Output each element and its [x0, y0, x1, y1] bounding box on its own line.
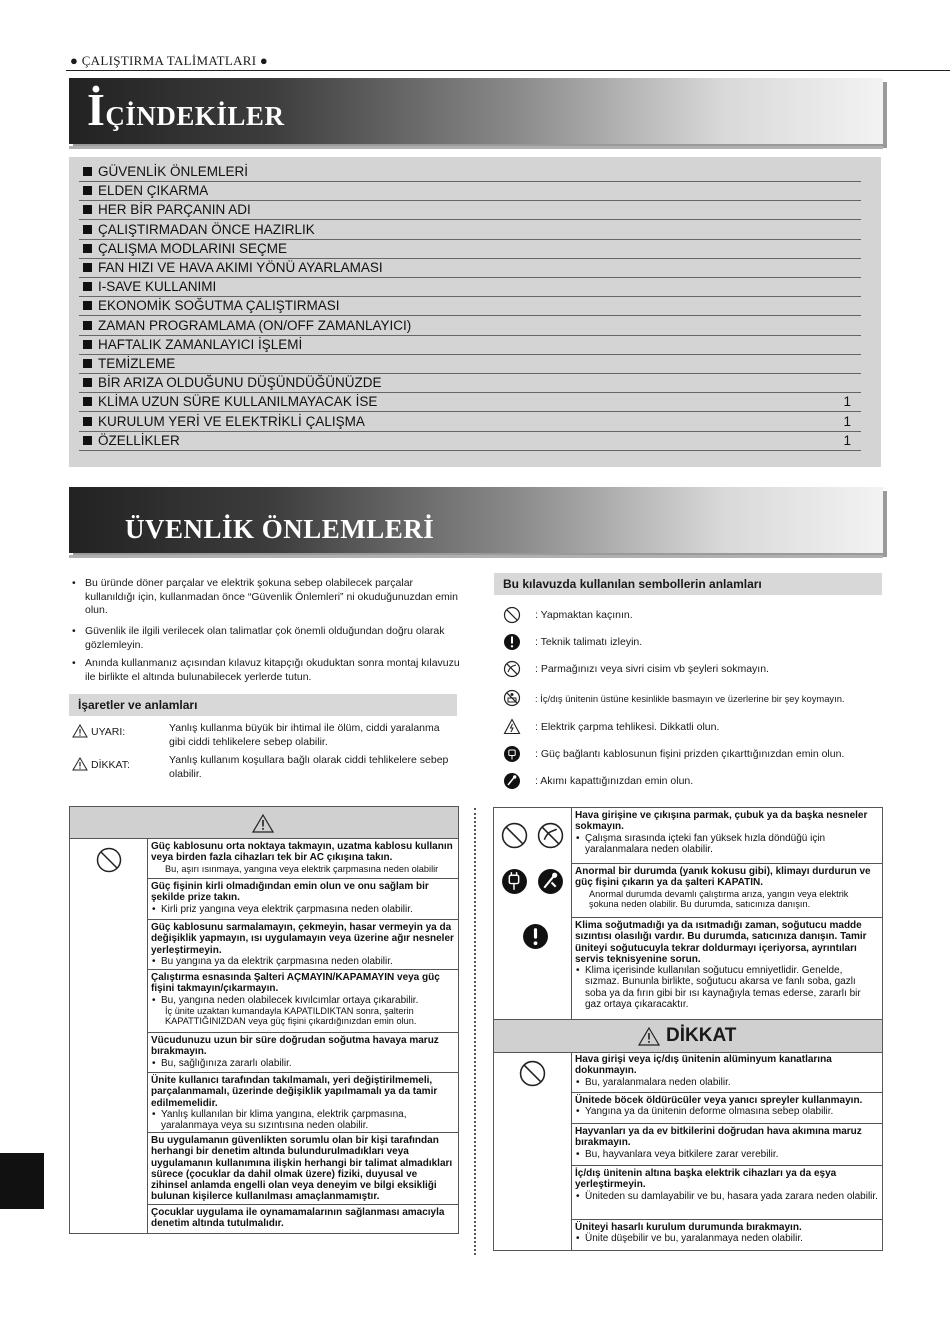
breaker-off-icon [503, 772, 521, 790]
square-bullet-icon [83, 225, 92, 234]
safety-item-note: • Yanlış kullanılan bir klima yangına, elektrik çarpmasına, yaralanmaya veya su sızıntısına neden olabilir. [151, 1109, 454, 1132]
right-safety-table [493, 807, 883, 1251]
toc-item-label: ÇALIŞTIRMADAN ÖNCE HAZIRLIK [98, 221, 315, 237]
safety-item [571, 1052, 882, 1092]
contents-banner [69, 78, 883, 144]
toc-item[interactable] [79, 374, 861, 393]
toc-item-label: BİR ARIZA OLDUĞUNU DÜŞÜNDÜĞÜNÜZDE [98, 375, 382, 391]
toc-item-label: ELDEN ÇIKARMA [98, 183, 209, 199]
square-bullet-icon [83, 186, 92, 195]
toc-item-label: HAFTALIK ZAMANLAYICI İŞLEMİ [98, 336, 303, 352]
toc-item-label: HER BİR PARÇANIN ADI [98, 202, 251, 218]
toc-item[interactable] [79, 259, 861, 278]
toc-item[interactable] [79, 240, 861, 259]
safety-item-title: Güç kablosunu orta noktaya takmayın, uzatma kablosu kullanın veya birden fazla cihazları tek bir AC çıkışına takın. [151, 841, 453, 864]
safety-item-title: Ünitede böcek öldürücüler veya yanıcı spreyler kullanmayın. [575, 1095, 863, 1106]
square-bullet-icon [83, 417, 92, 426]
square-bullet-icon [83, 167, 92, 176]
symbol-meaning: : Parmağınızı veya sivri cisim vb şeyleri sokmayın. [535, 663, 769, 675]
safety-item-title: Hayvanları ya da ev bitkilerini doğrudan hava akımına maruz bırakmayın. [575, 1126, 862, 1149]
prohibited-icon [519, 1060, 546, 1087]
no-fingers-icon [537, 822, 564, 849]
safety-item-title: Vücudunuzu uzun bir süre doğrudan soğutma havaya maruz bırakmayın. [151, 1035, 439, 1058]
symbol-meaning: : Elektrik çarpma tehlikesi. Dikkatli olun. [535, 721, 720, 733]
safety-item-note: • Bu, hayvanlara veya bitkilere zarar verebilir. [575, 1149, 878, 1160]
safety-item-title: Bu uygulamanın güvenlikten sorumlu olan bir kişi tarafından herhangi bir denetim altında bulundurulmadıkları veya uygulamanın kullanımına ilişkin herhangi bir talimat almadıkları sürece (çocuklar da dahil olmak üzere) fiziki, duyusal ve zihinsel anlamda engelli olan veya deneyim ve bilgi eksikliği bulunan kişilerce kullanılması amaçlanmamıştır. [151, 1135, 453, 1203]
square-bullet-icon [83, 205, 92, 214]
safety-item [571, 1219, 882, 1250]
square-bullet-icon [83, 282, 92, 291]
safety-item-note: Anormal durumda devamlı çalıştırma arıza, yangın veya elektrik şokuna neden olabilir. Bu durumda, satıcınıza danışın. [589, 888, 849, 910]
toc-item-label: ZAMAN PROGRAMLAMA (ON/OFF ZAMANLAYICI) [98, 317, 412, 333]
toc-item-label: ÖZELLİKLER [98, 432, 180, 448]
safety-item-title: Üniteyi hasarlı kurulum durumunda bırakmayın. [575, 1222, 802, 1233]
safety-item-note: • Üniteden su damlayabilir ve bu, hasara yada zarara neden olabilir. [575, 1191, 878, 1202]
safety-item [571, 1123, 882, 1165]
safety-item-title: Çocuklar uygulama ile oynamamalarının sağlanması amacıyla denetim altında tutulmalıdır. [151, 1207, 445, 1230]
safety-item-title: Klima soğutmadığı ya da ısıtmadığı zaman, soğutucu madde sızıntısı olasılığı vardır. Bu durumda, satıcınıza danışın. Tamir üniteyi soğutucuyla tekrar doldurmayı içeriyorsa, ayrıntıları servis teknisyenine sorun. [575, 920, 867, 965]
square-bullet-icon [83, 378, 92, 387]
safety-item [147, 1204, 458, 1233]
toc-item[interactable] [79, 413, 861, 432]
toc-item[interactable] [79, 393, 861, 412]
toc-item[interactable] [79, 278, 861, 297]
intro-bullet: • Güvenlik ile ilgili verilecek olan talimatlar çok önemli olduğundan doğru olarak gözlemleyin. [72, 625, 445, 651]
prohibited-icon [503, 606, 521, 624]
toc-item-page: 1 [843, 432, 851, 448]
safety-item [147, 1132, 458, 1204]
prohibited-icon [501, 822, 528, 849]
banner-strip [69, 146, 883, 149]
square-bullet-icon [83, 244, 92, 253]
running-head: ● ÇALIŞTIRMA TALİMATLARI ● [70, 53, 269, 68]
safety-item [571, 808, 882, 863]
symbol-meaning: : Teknik talimatı izleyin. [535, 636, 643, 648]
safety-item-title: Ünite kullanıcı tarafından takılmamalı, yeri değiştirilmemeli, parçalanmamalı, üzerinde değişiklik yapılmamalı ya da tamir edilmemelidir. [151, 1075, 438, 1109]
toc-item-label: EKONOMİK SOĞUTMA ÇALIŞTIRMASI [98, 298, 340, 314]
breaker-off-icon [537, 868, 564, 895]
warning-header [70, 807, 458, 839]
toc-item-label: TEMİZLEME [98, 356, 176, 371]
safety-item-note: • Bu, yangına neden olabilecek kıvılcımlar ortaya çıkarabilir. [151, 995, 454, 1006]
caution-header [494, 1019, 882, 1053]
prohibited-icon [96, 847, 122, 873]
safety-item [147, 839, 458, 878]
safety-item [571, 1165, 882, 1219]
safety-item [147, 1032, 458, 1072]
toc-item-page: 1 [843, 413, 851, 429]
mandatory-icon [503, 633, 521, 651]
toc-item[interactable] [79, 182, 861, 201]
square-bullet-icon [83, 321, 92, 330]
symbol-meaning: : Yapmaktan kaçının. [535, 609, 633, 621]
safety-item-note: • Çalışma sırasında içteki fan yüksek hızla döndüğü için yaralanmalara neden olabilir. [575, 833, 878, 856]
mandatory-icon [522, 923, 549, 950]
no-fingers-icon [503, 660, 521, 678]
safety-item-note: Bu, aşırı ısınmaya, yangına veya elektrik çarpmasına neden olabilir [165, 863, 439, 874]
toc-item[interactable] [79, 163, 861, 182]
toc-item-label: FAN HIZI VE HAVA AKIMI YÖNÜ AYARLAMASI [98, 260, 383, 275]
contents-title: İÇİNDEKİLER [87, 84, 285, 135]
toc-item[interactable] [79, 432, 861, 451]
safety-item [147, 1072, 458, 1132]
safety-item-title: İç/dış ünitenin altına başka elektrik cihazları ya da eşya yerleştirmeyin. [575, 1168, 837, 1191]
unplug-icon [501, 868, 528, 895]
square-bullet-icon [83, 340, 92, 349]
safety-item-note: • Bu yangına ya da elektrik çarpmasına neden olabilir. [151, 956, 454, 967]
intro-bullet: • Anında kullanmanız açısından kılavuz kitapçığı okuduktan sonra montaj kılavuzu ile birlikte el altında bulunabilecek yerlerde tutun. [72, 657, 460, 683]
toc-item-label: KURULUM YERİ VE ELEKTRİKLİ ÇALIŞMA [98, 413, 365, 429]
safety-item-title: Anormal bir durumda (yanık kokusu gibi), klimayı durdurun ve güç fişini çıkarın ya da şalteri KAPATIN. [575, 866, 871, 889]
safety-item-note: İç ünite uzaktan kumandayla KAPATILDIKTAN sonra, şalterin KAPATTIĞINIZDAN veya güç fişini çıkardığınızdan emin olun. [165, 1005, 417, 1027]
symbol-meaning: : Güç bağlantı kablosunun fişini prizden çıkarttığınızdan emin olun. [535, 748, 845, 760]
toc-item-label: KLİMA UZUN SÜRE KULLANILMAYACAK İSE [98, 394, 378, 410]
electric-shock-icon [503, 718, 521, 736]
toc-item[interactable] [79, 221, 861, 240]
safety-item-note: • Ünite düşebilir ve bu, yaralanmaya neden olabilir. [575, 1233, 878, 1244]
signs-heading: İşaretler ve anlamları [69, 694, 457, 716]
symbol-meaning: : Akımı kapattığınızdan emin olun. [535, 775, 694, 787]
no-standing-icon [503, 689, 521, 707]
square-bullet-icon [83, 397, 92, 406]
toc-item-label: I-SAVE KULLANIMI [98, 279, 217, 295]
toc-panel [69, 157, 881, 467]
intro-bullet: • Bu üründe döner parçalar ve elektrik şokuna sebep olabilecek parçalar kullanıldığı için, kullanmadan önce “Güvenlik Önlemleri” ni okuduğunuzdan emin olun. [72, 577, 458, 616]
header-rule [66, 70, 950, 71]
safety-item-note: • Yangına ya da ünitenin deforme olmasına sebep olabilir. [575, 1106, 878, 1117]
banner-strip [69, 555, 883, 558]
safety-item-title: Çalıştırma esnasında Şalteri AÇMAYIN/KAPAMAYIN veya güç fişini takmayın/çıkarmayın. [151, 972, 440, 995]
symbol-meaning: : İç/dış ünitenin üstüne kesinlikle basmayın ve üzerlerine bir şey koymayın. [535, 693, 845, 704]
safety-item [571, 863, 882, 917]
safety-item-note: • Bu, sağlığınıza zararlı olabilir. [151, 1058, 454, 1069]
safety-banner [69, 487, 883, 553]
safety-item-title: Güç kablosunu sarmalamayın, çekmeyin, hasar vermeyin ya da değişiklik yapmayın, ısı uygulamayın veya üzerine ağır nesneler yerleştirmeyin. [151, 922, 454, 956]
warning-triangle-icon [72, 724, 88, 738]
symbols-heading: Bu kılavuzda kullanılan sembollerin anlamları [494, 573, 882, 595]
caution-title: DİKKAT [666, 1025, 737, 1046]
safety-item-note: • Bu, yaralanmalara neden olabilir. [575, 1077, 878, 1088]
toc-item[interactable] [79, 201, 861, 220]
caution-triangle-icon [638, 1027, 660, 1046]
square-bullet-icon [83, 436, 92, 445]
warning-triangle-icon [252, 814, 274, 833]
toc-item[interactable] [79, 317, 861, 336]
toc-item[interactable] [79, 355, 861, 374]
square-bullet-icon [83, 301, 92, 310]
safety-item-title: Hava girişi veya iç/dış ünitenin alüminyum kanatlarına dokunmayın. [575, 1054, 832, 1077]
toc-item-label: GÜVENLİK ÖNLEMLERİ [98, 164, 249, 179]
safety-item [571, 917, 882, 1019]
toc-item[interactable] [79, 336, 861, 355]
safety-title: ÜVENLİK ÖNLEMLERİ [125, 514, 435, 544]
toc-item-label: ÇALIŞMA MODLARINI SEÇME [98, 240, 288, 256]
toc-item-page: 1 [843, 394, 851, 410]
safety-item-note: • Kirli priz yangına veya elektrik çarpmasına neden olabilir. [151, 904, 454, 915]
safety-item-title: Güç fişinin kirli olmadığından emin olun ve onu sağlam bir şekilde prize takın. [151, 881, 429, 904]
warning-table [69, 806, 459, 1234]
caution-triangle-icon [72, 757, 88, 771]
safety-item [147, 919, 458, 969]
safety-item [147, 969, 458, 1032]
square-bullet-icon [83, 359, 92, 368]
square-bullet-icon [83, 263, 92, 272]
safety-item [571, 1092, 882, 1123]
safety-item-title: Hava girişine ve çıkışına parmak, çubuk ya da başka nesneler sokmayın. [575, 810, 868, 833]
safety-item-note: • Klima içerisinde kullanılan soğutucu emniyetlidir. Genelde, sızmaz. Bununla birlikte, soğutucu akarsa ve fanlı soba, gazlı soba ya da fırın gibi bir ısı kaynağıyla temas ederse, zararlı bir gaz ortaya çıkaracaktır. [575, 965, 878, 1010]
unplug-icon [503, 745, 521, 763]
side-tab-marker [0, 1153, 44, 1209]
safety-item [147, 878, 458, 919]
toc-item[interactable] [79, 297, 861, 316]
column-divider-dotted [474, 808, 476, 1255]
